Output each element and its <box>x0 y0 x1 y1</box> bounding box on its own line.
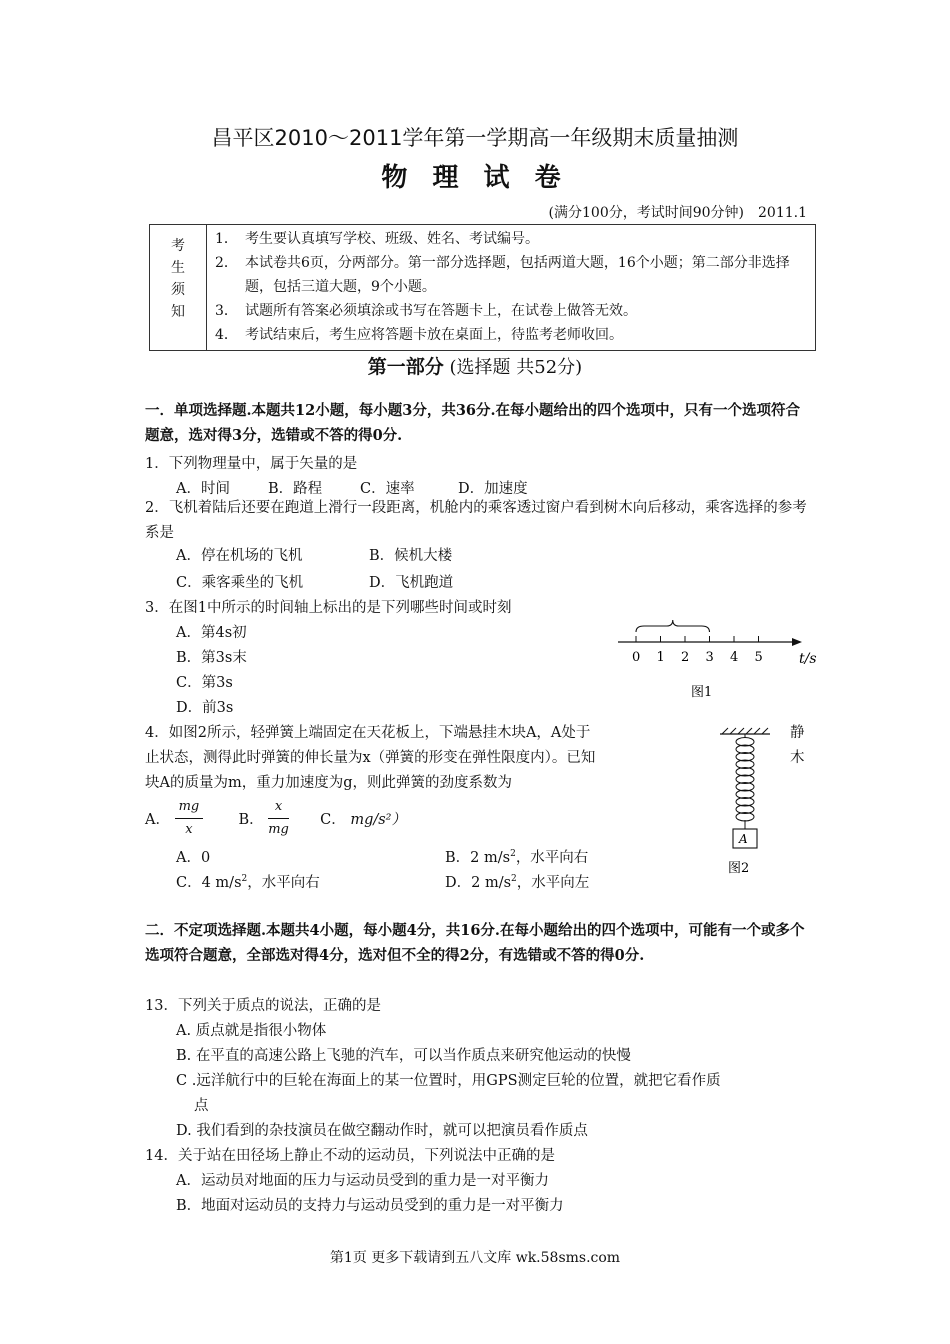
exam-subtitle: 物 理 试 卷 <box>381 163 569 193</box>
exam-meta: (满分100分，考试时间90分钟) 2011.1 <box>548 205 807 221</box>
q3-option-c: C．第3s <box>176 675 233 691</box>
axis-tick-label: 3 <box>705 650 714 665</box>
q2-option-a: A．停在机场的飞机 <box>176 548 303 564</box>
axis-tick-label: 1 <box>656 650 665 665</box>
q3-stem: 3．在图1中所示的时间轴上标出的是下列哪些时间或时刻 <box>145 600 512 616</box>
q13-stem: 13．下列关于质点的说法，正确的是 <box>145 998 381 1014</box>
interval-brace <box>636 620 710 632</box>
q4-stem-word-right1: 静 <box>790 725 805 741</box>
q13-option-c-cont: 点 <box>194 1098 209 1114</box>
q4-stem-line1: 4．如图2所示，轻弹簧上端固定在天花板上，下端悬挂木块A，A处于 <box>145 725 591 741</box>
axis-tick-label: 5 <box>754 650 763 665</box>
q4-option-c-label: C． <box>320 812 346 828</box>
block-a-label: A <box>739 832 748 846</box>
section2-heading: 二．不定项选择题.本题共4小题，每小题4分，共16分.在每小题给出的四个选项中，可能有一个或多个选项符合题意，全部选对得4分，选对但不全的得2分，有选错或不答的得0分. <box>145 922 805 964</box>
section1-heading: 一．单项选择题.本题共12小题，每小题3分，共36分.在每小题给出的四个选项中，只有一个选项符合题意，选对得3分，选错或不答的得0分. <box>145 402 801 444</box>
q12-option-a: A．0 <box>176 850 211 866</box>
figure1-time-axis <box>612 612 822 707</box>
q1-stem: 1．下列物理量中，属于矢量的是 <box>145 456 358 472</box>
q4-stem-line3: 块A的质量为m，重力加速度为g，则此弹簧的劲度系数为 <box>145 775 513 791</box>
q1-option-a: A．时间 <box>176 481 230 497</box>
q4-option-c-text: mg/s²） <box>350 812 406 828</box>
q13-option-d: D. 我们看到的杂技演员在做空翻动作时，就可以把演员看作质点 <box>176 1123 588 1139</box>
notice-rule: 4． 考试结束后，考生应将答题卡放在桌面上，待监考老师收回。 <box>215 327 623 343</box>
q4-option-a-label: A． <box>145 812 170 828</box>
q4-option-a-fraction: $\frac{mg}{x}$ <box>175 796 204 841</box>
figure2-spring <box>708 726 788 878</box>
spring-coils <box>736 738 754 822</box>
q1-option-c: C．速率 <box>360 481 415 497</box>
q4-option-b-fraction: $\frac{x}{mg}$ <box>268 796 289 841</box>
axis-tick-label: 2 <box>681 650 690 665</box>
axis-tick-label: 0 <box>632 650 641 665</box>
q12-option-c: C．4 $m/s^2$，水平向右 <box>176 874 320 891</box>
notice-rule: 3． 试题所有答案必须填涂或书写在答题卡上，在试卷上做答无效。 <box>215 303 637 319</box>
q13-option-a: A. 质点就是指很小物体 <box>176 1023 327 1039</box>
axis-tick-label: 4 <box>730 650 739 665</box>
q4-options <box>145 796 406 841</box>
q13-option-b: B. 在平直的高速公路上飞驰的汽车，可以当作质点来研究他运动的快慢 <box>176 1048 631 1064</box>
q13-option-c: C .远洋航行中的巨轮在海面上的某一位置时，用GPS测定巨轮的位置，就把它看作质 <box>176 1073 721 1089</box>
q4-option-b-label: B． <box>238 812 264 828</box>
axis-label: t/s <box>799 651 817 667</box>
q2-option-d: D．飞机跑道 <box>369 575 454 591</box>
q12-option-d: D．2 $m/s^2$，水平向左 <box>445 874 590 891</box>
notice-rules <box>207 225 816 351</box>
axis-ticks <box>632 636 763 665</box>
figure1-caption: 图1 <box>691 685 713 700</box>
q14-option-b: B．地面对运动员的支持力与运动员受到的重力是一对平衡力 <box>176 1198 564 1214</box>
q1-option-d: D．加速度 <box>458 481 528 497</box>
notice-rule: 2． 本试卷共6页，分两部分。第一部分选择题，包括两道大题，16个小题；第二部分非选择题，包括三道大题，9个小题。 <box>215 255 790 295</box>
notice-side-label: 考 生 须 知 <box>150 225 207 351</box>
q12-option-b: B．2 $m/s^2$，水平向右 <box>445 849 589 866</box>
q1-option-b: B．路程 <box>268 481 323 497</box>
q14-option-a: A．运动员对地面的压力与运动员受到的重力是一对平衡力 <box>176 1173 549 1189</box>
q2-stem: 2．飞机着陆后还要在跑道上滑行一段距离，机舱内的乘客透过窗户看到树木向后移动，乘客选择的参考系是 <box>145 500 807 541</box>
q14-stem: 14．关于站在田径场上静止不动的运动员，下列说法中正确的是 <box>145 1148 555 1164</box>
ceiling-hatch <box>722 728 768 734</box>
q4-stem-word-right2: 木 <box>790 750 805 766</box>
part1-title: 第一部分 (选择题 共52分) <box>367 356 583 378</box>
q3-option-a: A．第4s初 <box>176 625 247 641</box>
q2-option-c: C．乘客乘坐的飞机 <box>176 575 304 591</box>
figure2-caption: 图2 <box>728 861 750 876</box>
axis-arrow <box>792 638 802 646</box>
page-footer: 第1页 更多下载请到五八文库 wk.58sms.com <box>329 1250 621 1266</box>
q2-option-b: B．候机大楼 <box>369 548 453 564</box>
notice-table <box>149 224 816 351</box>
notice-rule: 1． 考生要认真填写学校、班级、姓名、考试编号。 <box>215 231 539 247</box>
q3-option-d: D．前3s <box>176 700 234 716</box>
q4-stem-line2: 止状态，测得此时弹簧的伸长量为x（弹簧的形变在弹性限度内）。已知 <box>145 750 596 766</box>
q3-option-b: B．第3s末 <box>176 650 247 666</box>
exam-title: 昌平区2010～2011学年第一学期高一年级期末质量抽测 <box>211 126 739 150</box>
